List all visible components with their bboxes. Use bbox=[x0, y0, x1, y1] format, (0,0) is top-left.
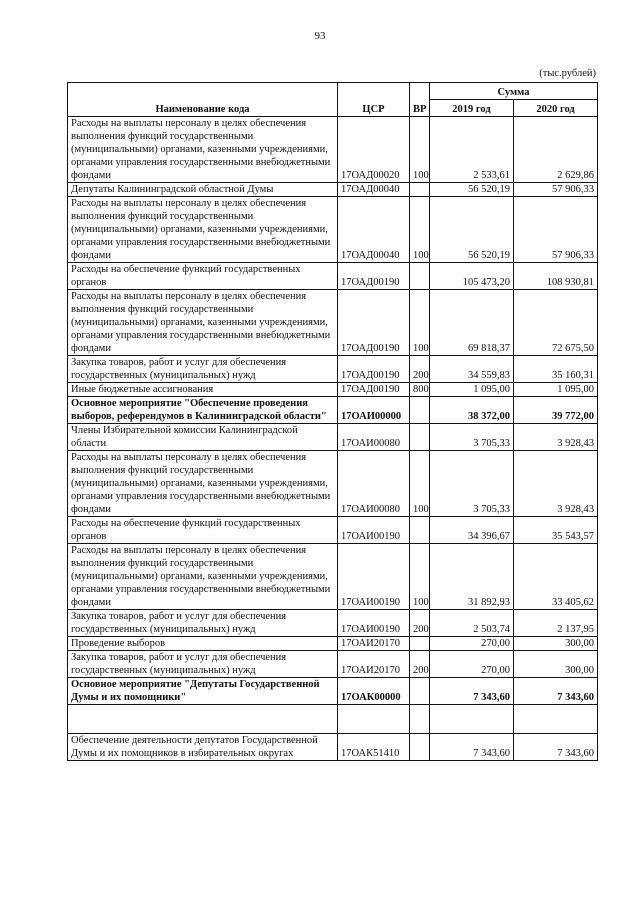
name-cell: Закупка товаров, работ и услуг для обеспечения государственных (муниципальных) нужд bbox=[68, 610, 338, 637]
spacer-cell bbox=[514, 705, 598, 734]
vr-cell bbox=[410, 678, 430, 705]
spacer-cell bbox=[338, 705, 410, 734]
name-cell: Расходы на выплаты персоналу в целях обеспечения выполнения функций государственными (муниципальными) органами, казенными учреждениями, органами управления государственными внебюджетными фондами bbox=[68, 451, 338, 517]
spacer-cell bbox=[68, 705, 338, 734]
name-cell: Обеспечение деятельности депутатов Государственной Думы и их помощников в избирательных округах bbox=[68, 734, 338, 761]
name-cell: Иные бюджетные ассигнования bbox=[68, 383, 338, 397]
spacer-cell bbox=[410, 705, 430, 734]
value-2020-cell: 1 095,00 bbox=[514, 383, 598, 397]
name-cell: Расходы на выплаты персоналу в целях обеспечения выполнения функций государственными (муниципальными) органами, казенными учреждениями, органами управления государственными внебюджетными фондами bbox=[68, 117, 338, 183]
csr-cell: 17ОАД00190 bbox=[338, 356, 410, 383]
vr-cell bbox=[410, 183, 430, 197]
table-row bbox=[68, 263, 598, 290]
name-cell: Расходы на обеспечение функций государственных органов bbox=[68, 263, 338, 290]
table-row bbox=[68, 637, 598, 651]
value-2019-cell: 7 343,60 bbox=[430, 734, 514, 761]
header-year-2020: 2020 год bbox=[514, 100, 598, 117]
value-2020-cell: 3 928,43 bbox=[514, 451, 598, 517]
name-cell: Закупка товаров, работ и услуг для обеспечения государственных (муниципальных) нужд bbox=[68, 651, 338, 678]
name-cell: Закупка товаров, работ и услуг для обеспечения государственных (муниципальных) нужд bbox=[68, 356, 338, 383]
value-2020-cell: 33 405,62 bbox=[514, 544, 598, 610]
value-2019-cell: 56 520,19 bbox=[430, 197, 514, 263]
table-row bbox=[68, 290, 598, 356]
name-cell: Расходы на выплаты персоналу в целях обеспечения выполнения функций государственными (муниципальными) органами, казенными учреждениями, органами управления государственными внебюджетными фондами bbox=[68, 290, 338, 356]
csr-cell: 17ОАИ20170 bbox=[338, 637, 410, 651]
table-row bbox=[68, 356, 598, 383]
vr-cell bbox=[410, 517, 430, 544]
header-vr: ВР bbox=[410, 83, 430, 117]
name-cell: Основное мероприятие "Депутаты Государственной Думы и их помощники" bbox=[68, 678, 338, 705]
table-row bbox=[68, 678, 598, 705]
table-row bbox=[68, 424, 598, 451]
vr-cell: 800 bbox=[410, 383, 430, 397]
vr-cell: 100 bbox=[410, 544, 430, 610]
vr-cell: 100 bbox=[410, 117, 430, 183]
name-cell: Депутаты Калининградской областной Думы bbox=[68, 183, 338, 197]
value-2019-cell: 2 533,61 bbox=[430, 117, 514, 183]
value-2019-cell: 3 705,33 bbox=[430, 424, 514, 451]
name-cell: Проведение выборов bbox=[68, 637, 338, 651]
vr-cell bbox=[410, 263, 430, 290]
value-2020-cell: 57 906,33 bbox=[514, 183, 598, 197]
vr-cell bbox=[410, 424, 430, 451]
page-number: 93 bbox=[314, 30, 326, 42]
value-2020-cell: 108 930,81 bbox=[514, 263, 598, 290]
csr-cell: 17ОАИ00080 bbox=[338, 451, 410, 517]
csr-cell: 17ОАИ00190 bbox=[338, 517, 410, 544]
csr-cell: 17ОАИ00000 bbox=[338, 397, 410, 424]
vr-cell: 100 bbox=[410, 197, 430, 263]
value-2019-cell: 69 818,37 bbox=[430, 290, 514, 356]
table-row bbox=[68, 117, 598, 183]
value-2019-cell: 1 095,00 bbox=[430, 383, 514, 397]
value-2020-cell: 7 343,60 bbox=[514, 734, 598, 761]
vr-cell: 200 bbox=[410, 356, 430, 383]
vr-cell: 200 bbox=[410, 610, 430, 637]
vr-cell: 100 bbox=[410, 451, 430, 517]
units-label: (тыс.рублей) bbox=[539, 68, 596, 79]
value-2019-cell: 3 705,33 bbox=[430, 451, 514, 517]
table-row bbox=[68, 397, 598, 424]
csr-cell: 17ОАД00190 bbox=[338, 290, 410, 356]
value-2020-cell: 2 137,95 bbox=[514, 610, 598, 637]
csr-cell: 17ОАИ00190 bbox=[338, 544, 410, 610]
header-year-2019: 2019 год bbox=[430, 100, 514, 117]
table-body bbox=[68, 117, 598, 761]
table-row bbox=[68, 197, 598, 263]
csr-cell: 17ОАК51410 bbox=[338, 734, 410, 761]
table-row bbox=[68, 610, 598, 637]
value-2020-cell: 35 543,57 bbox=[514, 517, 598, 544]
header-csr: ЦСР bbox=[338, 83, 410, 117]
vr-cell bbox=[410, 397, 430, 424]
value-2019-cell: 7 343,60 bbox=[430, 678, 514, 705]
value-2019-cell: 38 372,00 bbox=[430, 397, 514, 424]
spacer-row bbox=[68, 705, 598, 734]
value-2020-cell: 2 629,86 bbox=[514, 117, 598, 183]
name-cell: Расходы на выплаты персоналу в целях обеспечения выполнения функций государственными (муниципальными) органами, казенными учреждениями, органами управления государственными внебюджетными фондами bbox=[68, 544, 338, 610]
value-2019-cell: 56 520,19 bbox=[430, 183, 514, 197]
value-2020-cell: 35 160,31 bbox=[514, 356, 598, 383]
name-cell: Расходы на обеспечение функций государственных органов bbox=[68, 517, 338, 544]
table-row bbox=[68, 383, 598, 397]
value-2019-cell: 105 473,20 bbox=[430, 263, 514, 290]
csr-cell: 17ОАК00000 bbox=[338, 678, 410, 705]
spacer-cell bbox=[430, 705, 514, 734]
header-name: Наименование кода bbox=[68, 83, 338, 117]
value-2020-cell: 7 343,60 bbox=[514, 678, 598, 705]
value-2019-cell: 270,00 bbox=[430, 651, 514, 678]
table-row bbox=[68, 183, 598, 197]
value-2019-cell: 31 892,93 bbox=[430, 544, 514, 610]
table-row bbox=[68, 451, 598, 517]
value-2019-cell: 2 503,74 bbox=[430, 610, 514, 637]
value-2020-cell: 57 906,33 bbox=[514, 197, 598, 263]
csr-cell: 17ОАИ00190 bbox=[338, 610, 410, 637]
csr-cell: 17ОАД00020 bbox=[338, 117, 410, 183]
header-sum: Сумма bbox=[430, 83, 598, 100]
csr-cell: 17ОАД00040 bbox=[338, 183, 410, 197]
vr-cell: 100 bbox=[410, 290, 430, 356]
value-2020-cell: 300,00 bbox=[514, 637, 598, 651]
table-row bbox=[68, 734, 598, 761]
value-2019-cell: 270,00 bbox=[430, 637, 514, 651]
vr-cell: 200 bbox=[410, 651, 430, 678]
vr-cell bbox=[410, 734, 430, 761]
value-2020-cell: 72 675,50 bbox=[514, 290, 598, 356]
table-row bbox=[68, 517, 598, 544]
value-2019-cell: 34 396,67 bbox=[430, 517, 514, 544]
csr-cell: 17ОАД00040 bbox=[338, 197, 410, 263]
name-cell: Члены Избирательной комиссии Калининградской области bbox=[68, 424, 338, 451]
value-2020-cell: 300,00 bbox=[514, 651, 598, 678]
csr-cell: 17ОАИ20170 bbox=[338, 651, 410, 678]
name-cell: Основное мероприятие "Обеспечение проведения выборов, референдумов в Калининградской области" bbox=[68, 397, 338, 424]
value-2019-cell: 34 559,83 bbox=[430, 356, 514, 383]
value-2020-cell: 39 772,00 bbox=[514, 397, 598, 424]
csr-cell: 17ОАД00190 bbox=[338, 263, 410, 290]
csr-cell: 17ОАИ00080 bbox=[338, 424, 410, 451]
vr-cell bbox=[410, 637, 430, 651]
value-2020-cell: 3 928,43 bbox=[514, 424, 598, 451]
name-cell: Расходы на выплаты персоналу в целях обеспечения выполнения функций государственными (муниципальными) органами, казенными учреждениями, органами управления государственными внебюджетными фондами bbox=[68, 197, 338, 263]
csr-cell: 17ОАД00190 bbox=[338, 383, 410, 397]
table-row bbox=[68, 544, 598, 610]
budget-table bbox=[67, 82, 598, 761]
table-row bbox=[68, 651, 598, 678]
